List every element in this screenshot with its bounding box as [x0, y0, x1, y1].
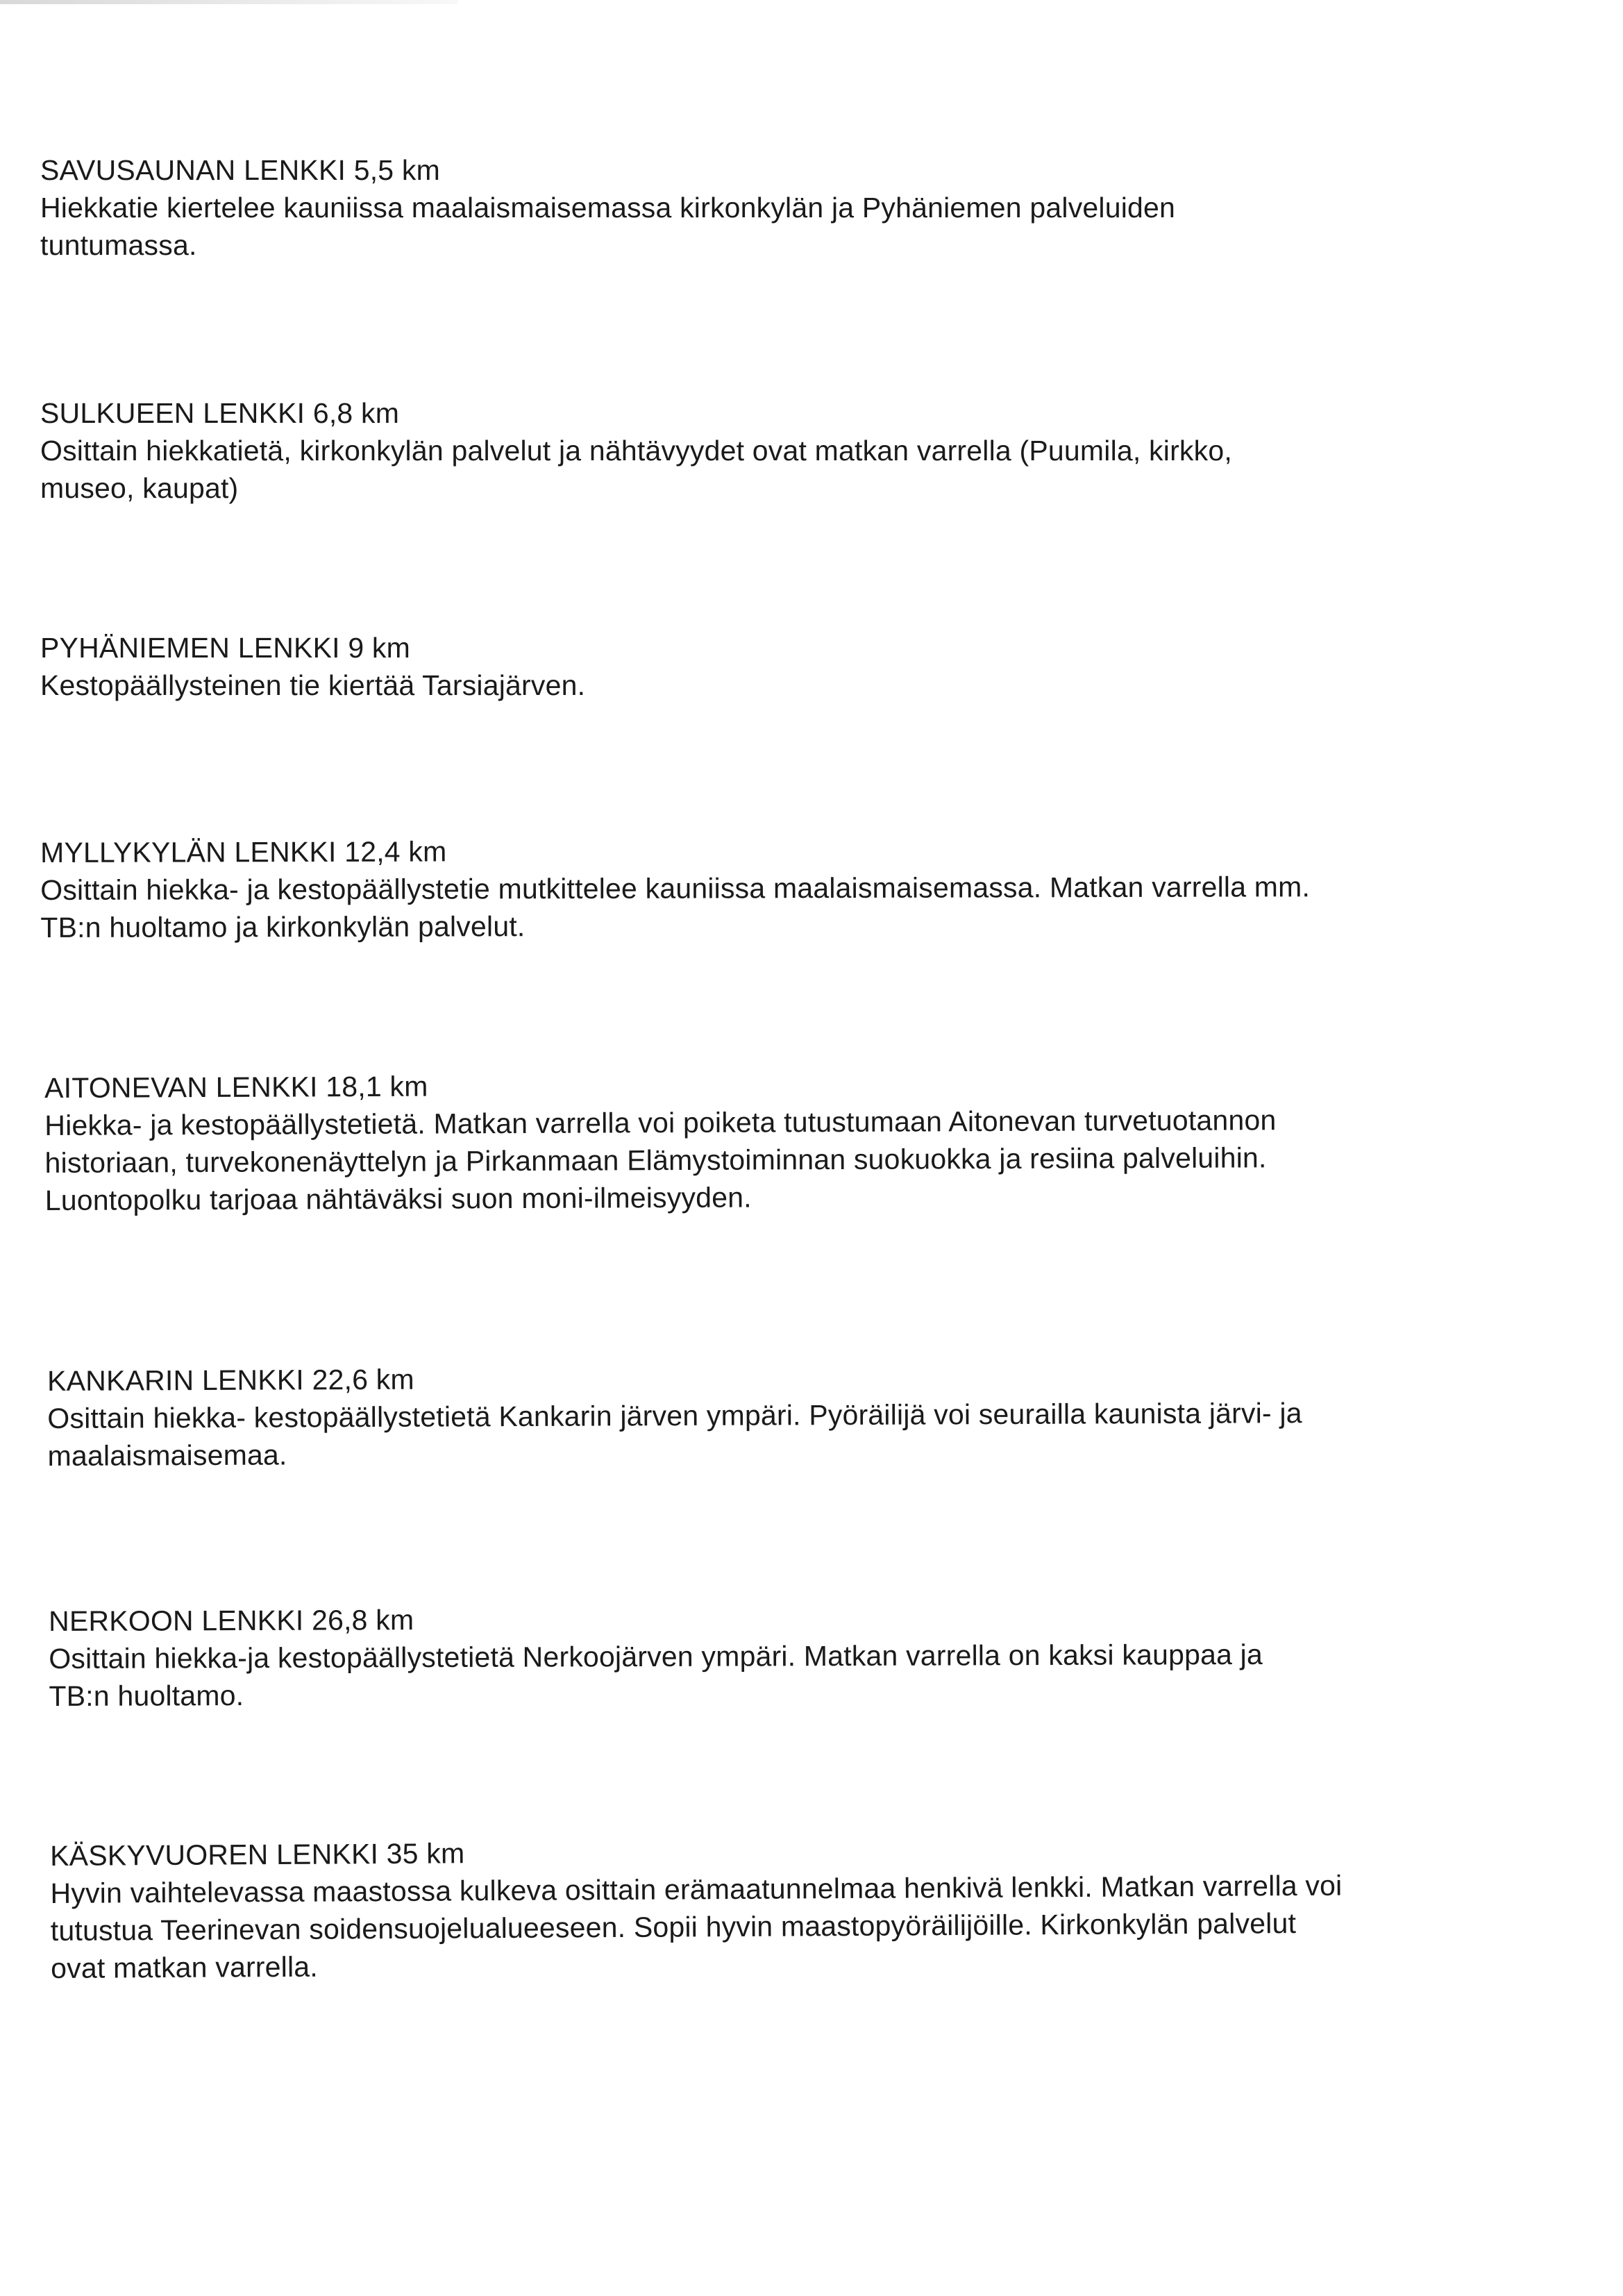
route-sulkueen: [40, 394, 1443, 507]
route-nerkoon: [49, 1598, 1452, 1715]
route-description: [44, 1100, 1447, 1219]
route-description: [40, 667, 1443, 704]
route-description: [49, 1635, 1451, 1715]
route-kankarin: [47, 1356, 1450, 1475]
route-title: PYHÄNIEMEN LENKKI 9 km: [40, 632, 410, 664]
route-title: KÄSKYVUOREN LENKKI 35 km: [50, 1837, 465, 1872]
description-line: museo, kaupat): [40, 472, 239, 504]
route-description: [50, 1866, 1453, 1987]
description-line: Osittain hiekka- kestopäällystetietä Kankarin järven ympäri. Pyöräilijä voi seurailla kaunista järvi- ja: [47, 1397, 1302, 1434]
route-title: SAVUSAUNAN LENKKI 5,5 km: [40, 154, 440, 186]
route-title: NERKOON LENKKI 26,8 km: [49, 1604, 414, 1637]
route-description: [40, 432, 1443, 507]
description-line: TB:n huoltamo ja kirkonkylän palvelut.: [40, 910, 525, 944]
description-line: maalaismaisemaa.: [47, 1439, 287, 1472]
description-line: tutustua Teerinevan soidensuojelualueeseen. Sopii hyvin maastopyöräilijöille. Kirkonkylän palvelut: [50, 1907, 1297, 1947]
description-line: Hiekkatie kiertelee kauniissa maalaismaisemassa kirkonkylän ja Pyhäniemen palveluiden: [40, 192, 1176, 224]
description-line: Hyvin vaihtelevassa maastossa kulkeva osittain erämaatunnelmaa henkivä lenkki. Matkan varrella voi: [50, 1869, 1343, 1909]
description-line: Luontopolku tarjoaa nähtäväksi suon moni-ilmeisyyden.: [44, 1181, 752, 1216]
description-line: Osittain hiekka- ja kestopäällystetie mutkittelee kauniissa maalaismaisemassa. Matkan varrella mm.: [40, 871, 1311, 906]
description-line: Hiekka- ja kestopäällystetietä. Matkan varrella voi poiketa tutustumaan Aitonevan turvetuotannon: [44, 1104, 1277, 1141]
route-title: AITONEVAN LENKKI 18,1 km: [44, 1070, 428, 1104]
description-line: TB:n huoltamo.: [49, 1679, 244, 1712]
route-description: [40, 868, 1443, 946]
route-title: KANKARIN LENKKI 22,6 km: [47, 1363, 414, 1397]
route-title: MYLLYKYLÄN LENKKI 12,4 km: [40, 835, 447, 869]
scan-edge: [0, 0, 458, 4]
route-pyhaniemen: [40, 629, 1443, 704]
route-savusaunan: [40, 151, 1443, 264]
route-title: SULKUEEN LENKKI 6,8 km: [40, 397, 400, 429]
description-line: historiaan, turvekonenäyttelyn ja Pirkanmaan Elämystoiminnan suokuokka ja resiina palveluihin.: [44, 1141, 1267, 1179]
description-line: Osittain hiekka-ja kestopäällystetietä Nerkoojärven ympäri. Matkan varrella on kaksi kauppaa ja: [49, 1638, 1263, 1675]
route-kaskyvuoren: [50, 1829, 1453, 1987]
route-myllykylan: [40, 830, 1443, 946]
description-line: tuntumassa.: [40, 229, 197, 261]
route-description: [40, 189, 1443, 264]
description-line: Kestopäällysteinen tie kiertää Tarsiajärven.: [40, 669, 586, 701]
description-line: ovat matkan varrella.: [51, 1950, 319, 1984]
description-line: Osittain hiekkatietä, kirkonkylän palvelut ja nähtävyydet ovat matkan varrella (Puumila, kirkko,: [40, 435, 1232, 467]
route-description: [47, 1393, 1449, 1475]
route-aitonevan: [44, 1063, 1447, 1219]
